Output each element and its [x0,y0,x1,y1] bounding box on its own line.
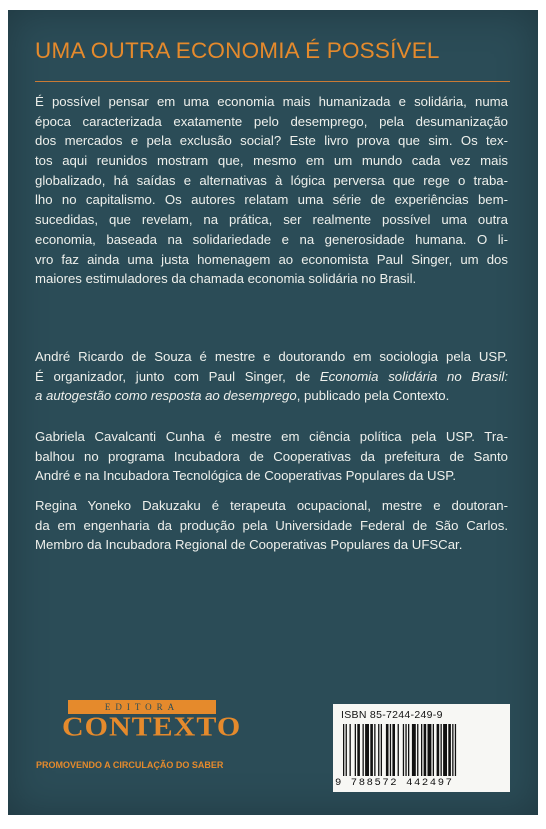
text-line: vro faz ainda uma justa homenagem ao economista Paul Singer, um dos [35,251,508,267]
isbn-text: ISBN 85-7244-249-9 [341,709,443,721]
text-line: economia, baseada na solidariedade e na generosidade humana. O li- [35,231,508,247]
barcode-bar [417,724,418,776]
barcode-bar [408,724,409,776]
barcode-bar [441,724,442,776]
publisher-label: EDITORA [68,700,216,714]
ean-digits: 9 788572 442497 [335,777,454,789]
text-line: É possível pensar em uma economia mais humanizada e solidária, numa [35,94,508,109]
barcode-bar [405,724,406,776]
barcode-bar [398,724,399,776]
text-line [35,367,508,387]
text-line: dos mercados e pela exclusão social? Este livro prova que sim. Os tex- [35,133,508,149]
barcode-bar [437,724,440,776]
text-line: balhou no programa Incubadora de Cooperativas da prefeitura de Santo [35,448,508,464]
barcode-bar [428,724,432,776]
text-line: Membro da Incubadora Regional de Cooperativas Populares da UFSCar. [35,537,463,553]
text-line: André e na Incubadora Tecnológica de Cooperativas Populares da USP. [35,468,457,484]
synopsis-paragraph [35,92,508,289]
title-rule [35,81,510,82]
text-line: lho no capitalismo. Os autores relatam uma série de experiências bem- [35,192,508,208]
barcode-bar [365,724,369,776]
barcode-bar [355,724,356,776]
author-bio-cunha [35,427,508,486]
barcode-bar [424,724,427,776]
barcode-bar [363,724,364,776]
book-title-italic: Economia solidária no Brasil: [319,368,508,384]
barcode-bar [448,724,451,776]
barcode-bar [381,724,382,776]
barcode-bar [374,724,375,776]
cover-title: UMA OUTRA ECONOMIA É POSSÍVEL [35,38,440,63]
barcode-bar [452,724,453,776]
text-line: da em engenharia da produção pela Universidade Federal de São Carlos. [35,517,508,533]
barcode-bar [378,724,379,776]
barcode-bar [370,724,373,776]
text-span: , publicado pela Contexto. [296,388,450,404]
text-line: globalizado, há saídas e alternativas à lógica perversa que rege o traba- [35,172,508,188]
barcode-bar [412,724,416,776]
barcode-panel [333,704,510,792]
text-span: É organizador, junto com Paul Singer, de [35,368,320,384]
text-line: Gabriela Cavalcanti Cunha é mestre em ciência política pela USP. Tra- [35,429,508,444]
author-bio-souza [35,347,508,406]
barcode-bar [343,724,344,776]
barcode-bar [392,724,395,776]
text-line: tos aqui reunidos mostram que, mesmo em um mundo cada vez mais [35,153,508,169]
text-line: Regina Yoneko Dakuzaku é terapeuta ocupacional, mestre e doutoran- [35,498,508,513]
text-line: época caracterizada exatamente pelo desemprego, pela desumanização [35,113,508,129]
publisher-name: CONTEXTO [62,711,242,742]
barcode-bar [443,724,447,776]
text-line: André Ricardo de Souza é mestre e doutorando em sociologia pela USP. [35,349,508,364]
text-line: sucedidas, que revelam, na prática, ser realmente possível uma outra [35,212,508,228]
barcode-bar [433,724,434,776]
barcode-bar [421,724,422,776]
author-bio-dakuzaku [35,496,508,555]
barcode-icon [343,724,499,776]
barcode-bar [455,724,456,776]
barcode-bar [357,724,360,776]
back-cover [8,10,538,815]
text-line [35,386,508,406]
barcode-bar [346,724,347,776]
barcode-bar [390,724,391,776]
barcode-bar [386,724,389,776]
text-line: maiores estimuladores da chamada economia solidária no Brasil. [35,271,417,287]
publisher-logo [36,700,246,780]
publisher-tagline: PROMOVENDO A CIRCULAÇÃO DO SABER [36,760,224,770]
barcode-bar [350,724,351,776]
book-title-italic: a autogestão como resposta ao desemprego [35,388,297,404]
barcode-bar [403,724,404,776]
